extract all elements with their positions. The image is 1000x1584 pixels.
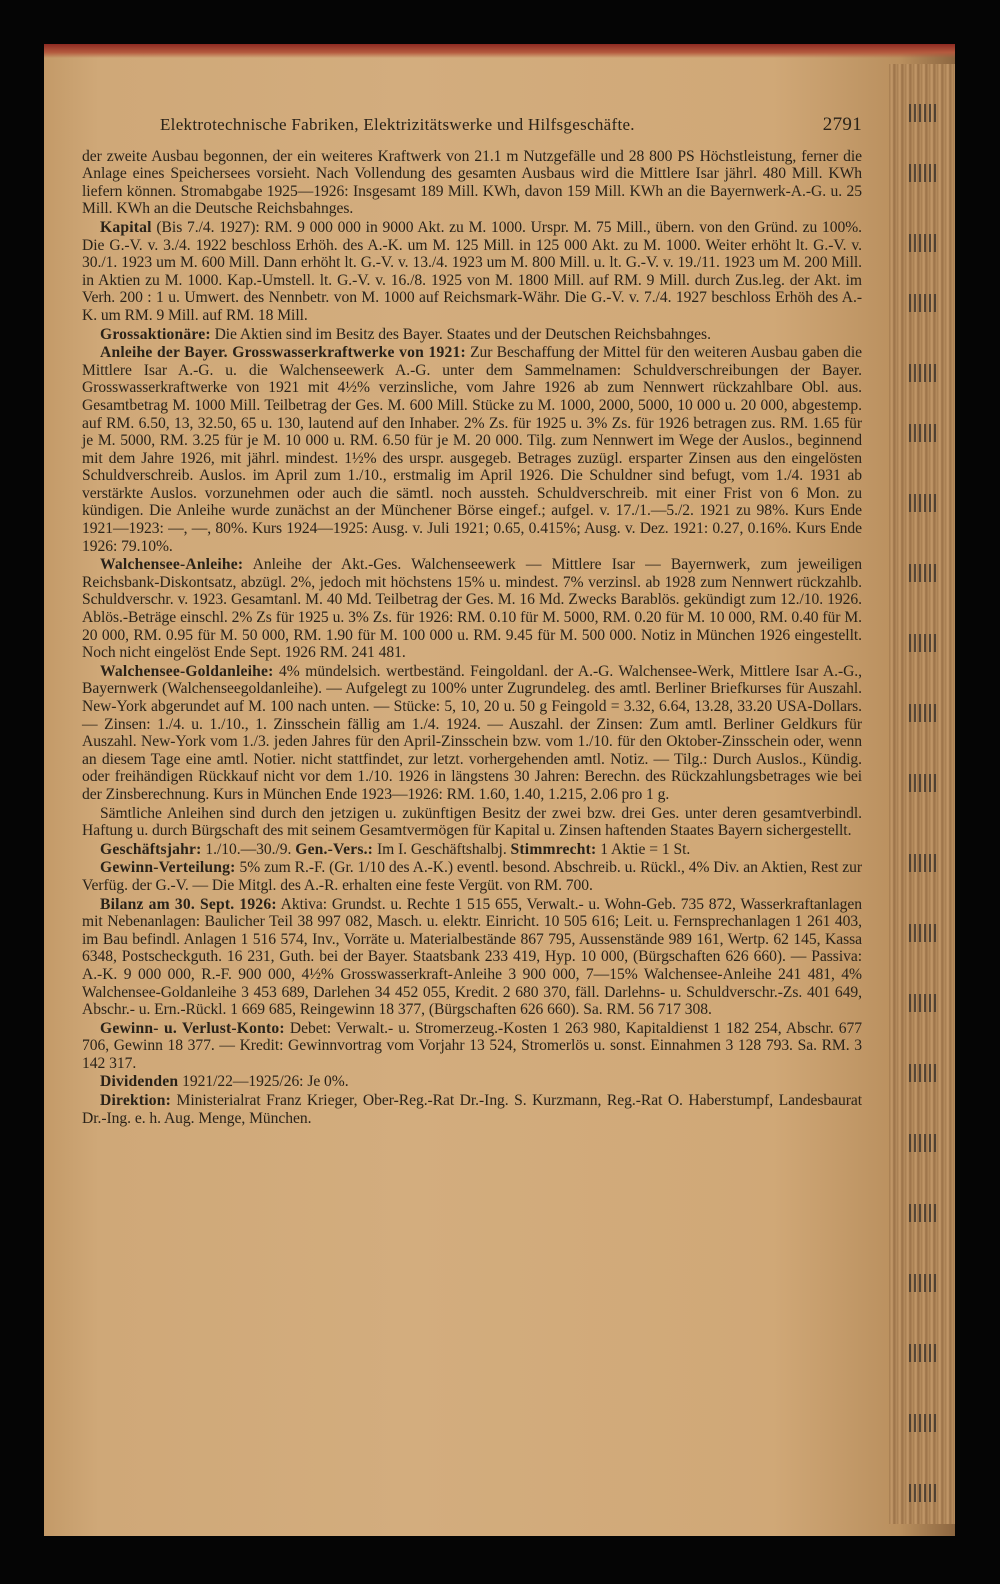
edge-thumb-marks (909, 94, 949, 1534)
header-title: Elektrotechnische Fabriken, Elektrizitätswerke und Hilfsgeschäfte. (160, 115, 635, 134)
paragraph-kapital: Kapital (Bis 7./4. 1927): RM. 9 000 000 in 9000 Akt. zu M. 1000. Urspr. M. 75 Mill., übern. von den Gründ. zu 100%. Die G.-V. v. 3./4. 1922 beschloss Erhöh. des A.-K. um M. 125 Mill. in 125 000 Akt. zu M. 1000. Weiter erhöht lt. G.-V. v. 30./1. 1923 um M. 600 Mill. Dann erhöht lt. G.-V. v. 13./4. 1923 um M. 800 Mill. u. lt. G.-V. v. 19./11. 1923 um M. 200 Mill. in Aktien zu M. 1000. Kap.-Umstell. lt. G.-V. v. 16./8. 1925 von M. 1800 Mill. auf RM. 9 Mill. durch Zus.leg. der Akt. im Verh. 200 : 1 u. Umwert. des Nennbetr. von M. 1000 auf Reichsmark-Währ. Die G.-V. v. 7./4. 1927 beschloss Erhöh des A.-K. um RM. 9 Mill. auf RM. 18 Mill. (82, 218, 862, 324)
paragraph-direktion: Direktion: Ministerialrat Franz Krieger, Ober-Reg.-Rat Dr.-Ing. S. Kurzmann, Reg.-Rat O. Haberstumpf, Landesbaurat Dr.-Ing. e. h. Aug. Menge, München. (82, 1092, 862, 1127)
paragraph-walchensee-anleihe: Walchensee-Anleihe: Anleihe der Akt.-Ges. Walchenseewerk — Mittlere Isar — Bayernwerk, zum jeweiligen Reichsbank-Diskontsatz, abzügl. 2%, jedoch mit höchstens 15% u. mindest. 7% verzinsl. ab 1928 zum Nennwert rückzahlb. Schuldverschr. v. 1923. Gesamtanl. M. 40 Md. Teilbetrag der Ges. M. 16 Md. Zwecks Barablös. gekündigt zum 12./10. 1926. Ablös.-Beträge einschl. 2% Zs für 1925 u. 3% Zs. für 1926: RM. 0.10 für M. 5000, RM. 0.20 für M. 10 000, RM. 0.40 für M. 20 000, RM. 0.95 für M. 50 000, RM. 1.90 für M. 100 000 u. RM. 9.45 für M. 500 000. Notiz in München 1926 eingestellt. Noch nicht eingelöst Ende Sept. 1926 RM. 241 481. (82, 556, 862, 662)
paragraph-walchensee-goldanleihe: Walchensee-Goldanleihe: 4% mündelsich. wertbeständ. Feingoldanl. der A.-G. Walchensee-Werk, Mittlere Isar A.-G., Bayernwerk (Walchenseegoldanleihe). — Aufgelegt zu 100% unter Zugrundeleg. des amtl. Berliner Briefkurses für Auszahl. New-York abgerundet auf M. 100 nach unten. — Stücke: 5, 10, 20 u. 50 g Feingold = 3.32, 6.64, 13.28, 33.20 USA-Dollars. — Zinsen: 1./4. u. 1./10., 1. Zinsschein fällig am 1./4. 1924. — Auszahl. der Zinsen: Zum amtl. Berliner Geldkurs für Auszahl. New-York vom 1./3. jeden Jahres für den April-Zinsschein bzw. vom 1./10. für den Oktober-Zinsschein oder, wenn an diesem Tage eine amtl. Notier. nicht stattfindet, zur letzt. vorhergehenden amtl. Notiz. — Tilg.: Durch Auslos., Kündig. oder freihändigen Rückkauf nicht vor dem 1./10. 1926 in längstens 30 Jahren: Berechn. des Rückzahlungsbetrages wie bei der Zinsberechnung. Kurs in München Ende 1923—1926: RM. 1.60, 1.40, 1.215, 2.06 pro 1 g. (82, 662, 862, 803)
paragraph-geschaeftsjahr: Geschäftsjahr: 1./10.—30./9. Gen.-Vers.: Im I. Geschäftshalbj. Stimmrecht: 1 Aktie = 1 St. (100, 840, 691, 858)
page-edge-stack (889, 64, 955, 1524)
paragraph-grossaktionaere: Grossaktionäre: Die Aktien sind im Besitz des Bayer. Staates und der Deutschen Reichsbahnges. (100, 325, 711, 343)
paragraph-dividenden: Dividenden 1921/22—1925/26: Je 0%. (100, 1073, 349, 1091)
paragraph-anleihe-1921: Anleihe der Bayer. Grosswasserkraftwerke von 1921: Zur Beschaffung der Mittel für den weiteren Ausbau gaben die Mittlere Isar A.-G. u. die Walchenseewerk A.-G. unter dem Sammelnamen: Schuldverschreibungen der Bayer. Grosswasserkraftwerke von 1921 mit 4½% verzinsliche, vom Jahre 1926 ab zum Nennwert rückzahlbare Obl. aus. Gesamtbetrag M. 1000 Mill. Teilbetrag der Ges. M. 600 Mill. Stücke zu M. 1000, 2000, 5000, 10 000 u. 20 000, abgestemp. auf RM. 6.50, 13, 32.50, 65 u. 130, lautend auf den Inhaber. 2% Zs. für 1925 u. 3% Zs. für 1926 betragen zus. RM. 1.65 für je M. 5000, RM. 3.25 für je M. 10 000 u. RM. 6.50 für je M. 20 000. Tilg. zum Nennwert im Wege der Auslos., beginnend mit dem Jahre 1926, mit jährl. mindest. 1½% des urspr. ausgegeb. Betrages zuzügl. ersparter Zinsen aus den eingelösten Schuldverschreib. Auslos. im April zum 1./10., erstmalig im April 1926. Die Schuldner sind befugt, vom 1./4. 1931 ab verstärkte Auslos. vorzunehmen oder auch die sämtl. noch aussteh. Schuldverschreib. mit einer Frist von 6 Mon. zu kündigen. Die Anleihe wurde zunächst an der Münchener Börse eingef.; aufgel. v. 17./1.—5./2. 1921 zu 98%. Kurs Ende 1921—1923: —, —, 80%. Kurs 1924—1925: Ausg. v. Juli 1921; 0.65, 0.415%; Ausg. v. Dez. 1921: 0.27, 0.16%. Kurs Ende 1926: 79.10%. (82, 344, 862, 555)
paragraph-gewinn-verlust: Gewinn- u. Verlust-Konto: Debet: Verwalt.- u. Stromerzeug.-Kosten 1 263 980, Kapitaldienst 1 182 254, Abschr. 677 706, Gewinn 18 377. — Kredit: Gewinnvortrag vom Vorjahr 13 524, Stromerlös u. sonst. Einnahmen 3 128 793. Sa. RM. 3 142 317. (82, 1019, 862, 1072)
page-number: 2791 (822, 114, 862, 135)
running-header (160, 116, 862, 134)
paragraph-bilanz: Bilanz am 30. Sept. 1926: Aktiva: Grundst. u. Rechte 1 515 655, Verwalt.- u. Wohn-Geb. 735 872, Wasserkraftanlagen mit Nebenanlagen: Baulicher Teil 38 997 082, Masch. u. elektr. Einricht. 10 505 616; Leit. u. Fernsprechanlagen 1 261 403, im Bau befindl. Anlagen 1 516 574, Inv., Vorräte u. Materialbestände 867 795, Aussenstände 989 161, Wertp. 62 145, Kassa 6348, Postscheckguth. 16 231, Guth. bei der Bayer. Staatsbank 233 419, Hyp. 10 000, (Bürgschaften 626 660). — Passiva: A.-K. 9 000 000, R.-F. 900 000, 4½% Grosswasserkraft-Anleihe 3 900 000, 7—15% Walchensee-Anleihe 241 481, 4% Walchensee-Goldanleihe 3 453 689, Darlehen 34 452 055, Kredit. 2 680 370, fäll. Darlehns- u. Schuldverschr.-Zs. 401 649, Abschr.- u. Ern.-Rückl. 1 669 685, Reingewinn 18 377, (Bürgschaften 626 660). Sa. RM. 56 717 308. (82, 895, 862, 1019)
paragraph-gewinn-verteilung: Gewinn-Verteilung: 5% zum R.-F. (Gr. 1/10 des A.-K.) eventl. besond. Abschreib. u. Rückl., 4% Div. an Aktien, Rest zur Verfüg. der G.-V. — Die Mitgl. des A.-R. erhalten eine feste Vergüt. von RM. 700. (82, 859, 862, 894)
page-content (82, 116, 862, 1127)
paragraph-saemtliche-anleihen: Sämtliche Anleihen sind durch den jetzigen u. zukünftigen Besitz der zwei bzw. drei Ges. unter deren gesamtverbindl. Haftung u. durch Bürgschaft des mit seinem Gesamtvermögen für Kapital u. Zinsen haftenden Staates Bayern sichergestellt. (82, 804, 862, 840)
paragraph-intro: der zweite Ausbau begonnen, der ein weiteres Kraftwerk von 21.1 m Nutzgefälle und 28 800 PS Höchstleistung, ferner die Anlage eines Speichersees vorsieht. Nach Vollendung des gesamten Ausbaus wird die Mittlere Isar jährl. 480 Mill. KWh liefern können. Stromabgabe 1925—1926: Insgesamt 189 Mill. KWh, davon 159 Mill. KWh an die Bayernwerk-A.-G. u. 25 Mill. KWh an die Deutsche Reichsbahnges. (82, 147, 862, 218)
book-page (44, 44, 955, 1536)
